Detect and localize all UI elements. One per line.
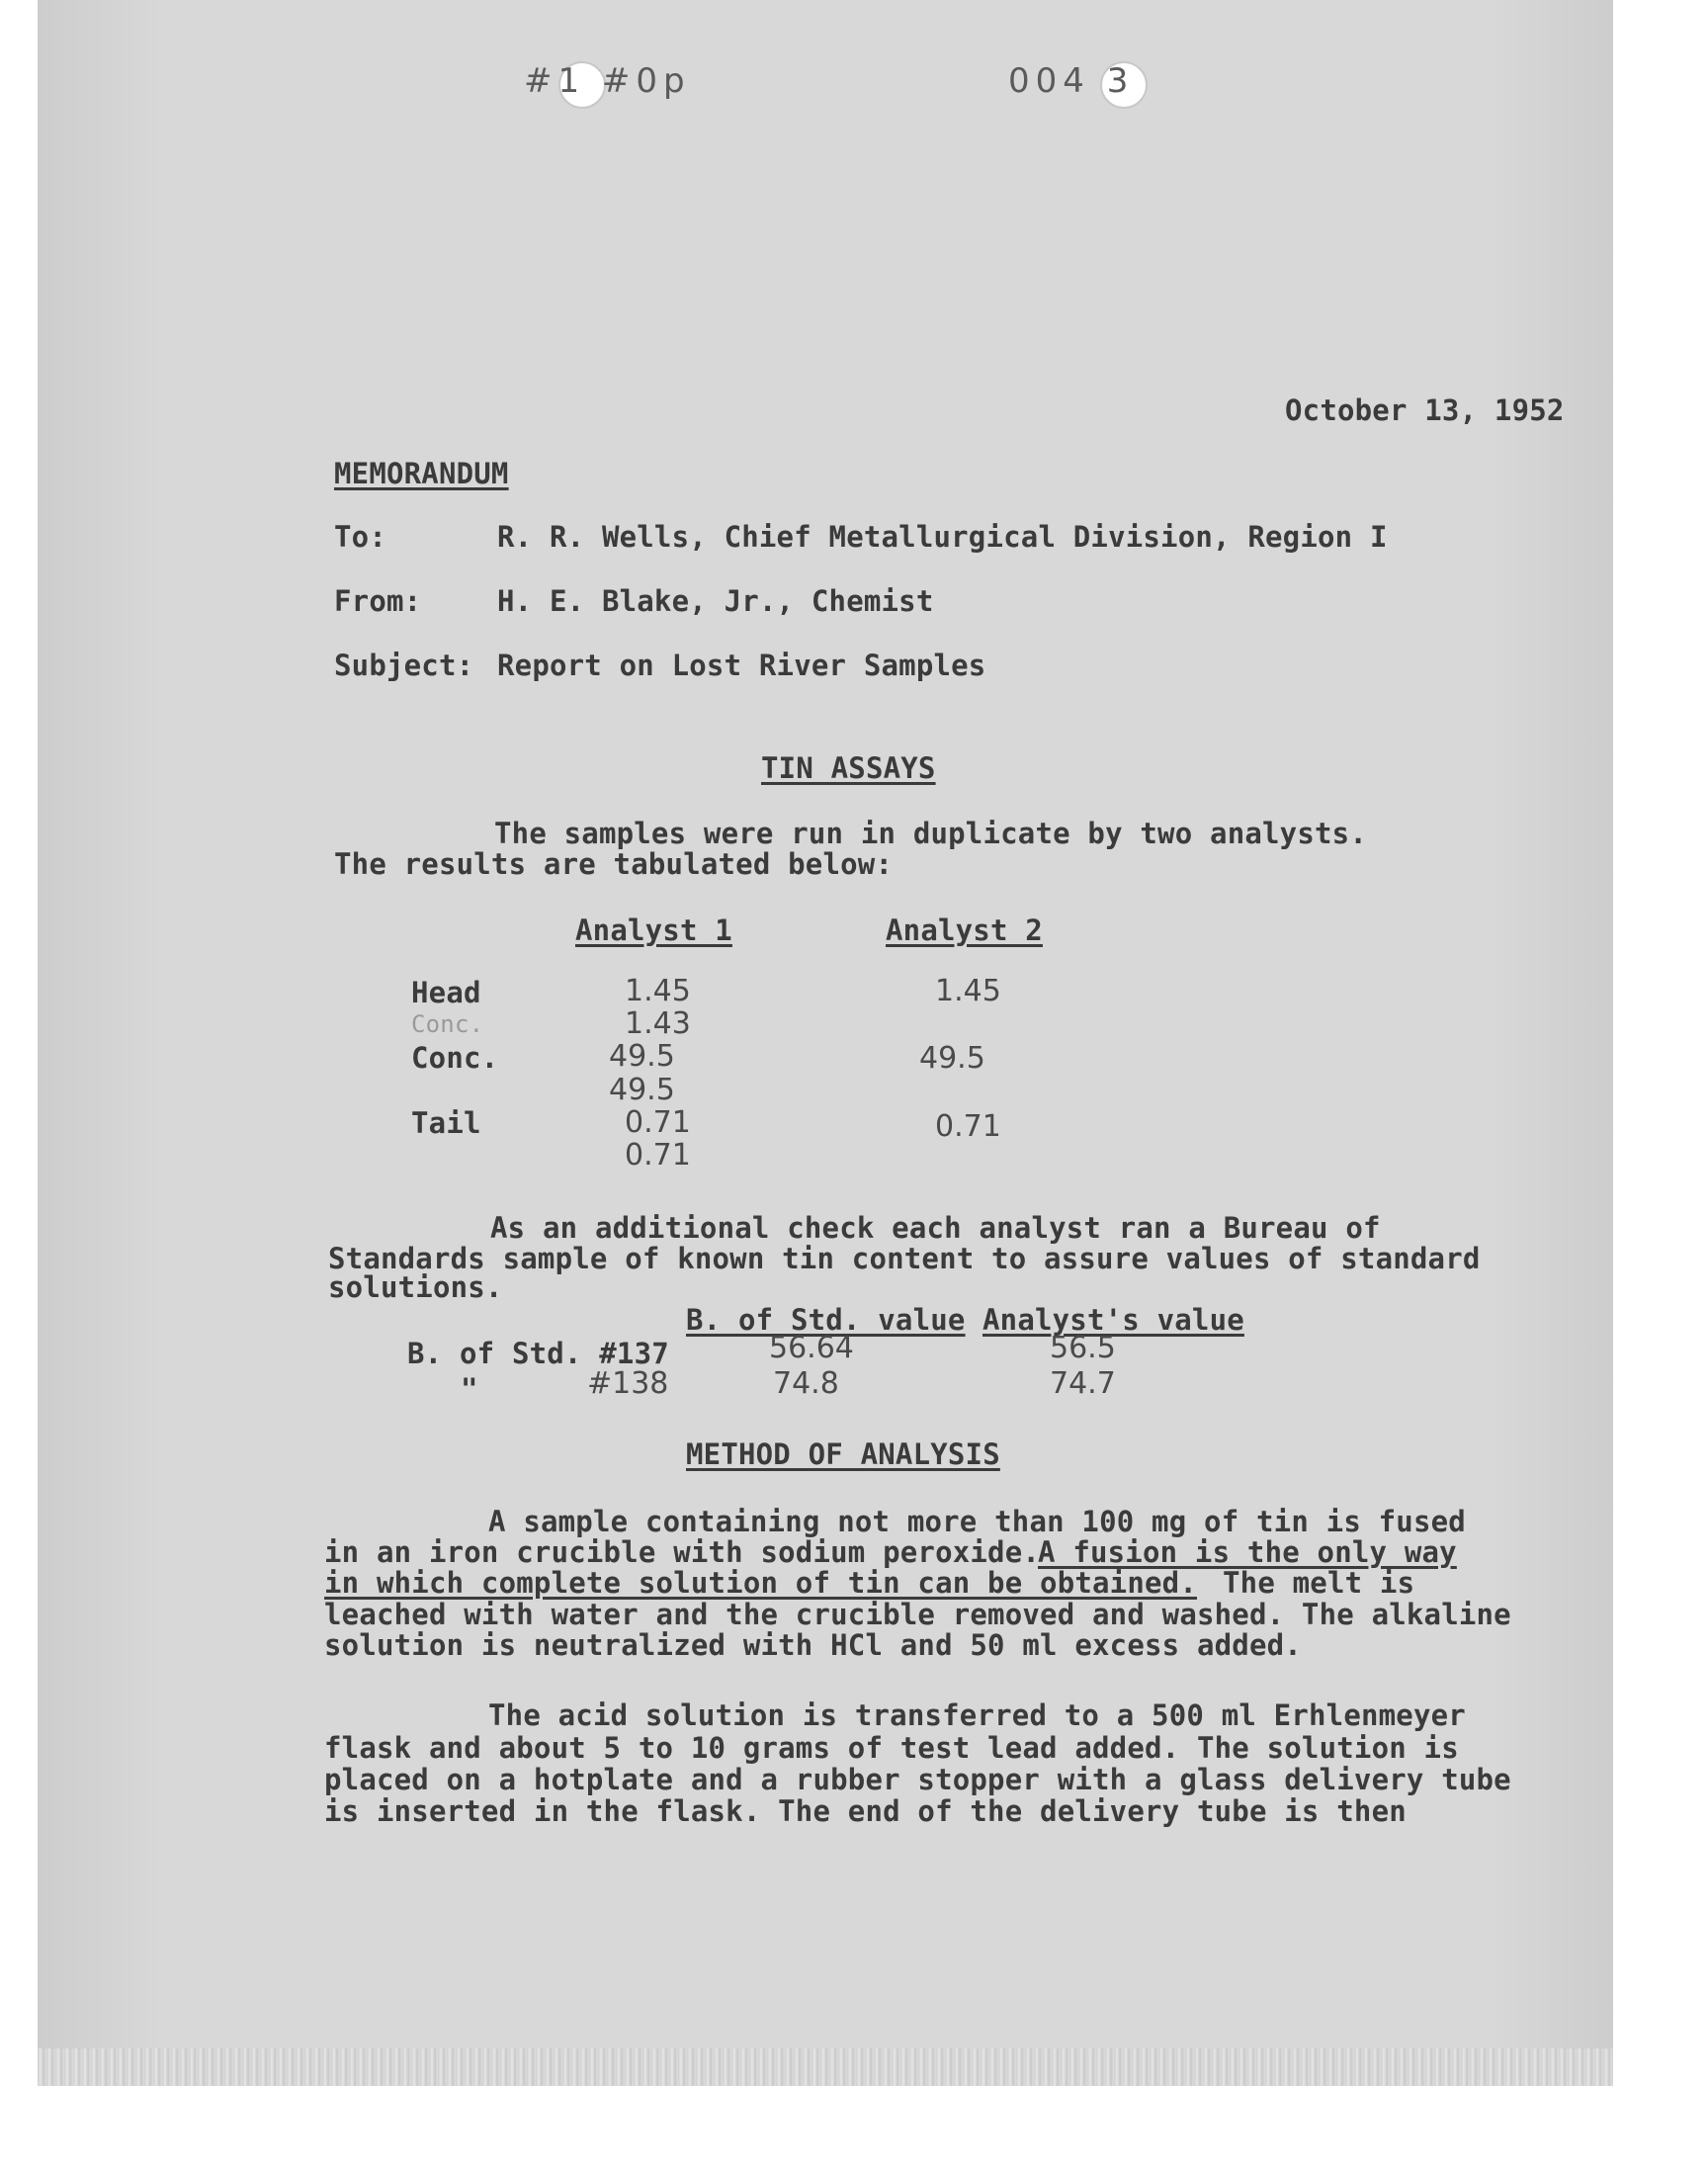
row-label-head: Head bbox=[411, 976, 481, 1009]
to-value: R. R. Wells, Chief Metallurgical Division, Region I bbox=[497, 520, 1388, 554]
head-analyst1-value-1: 1.45 bbox=[625, 974, 691, 1008]
std-138-analyst-value: 74.7 bbox=[1050, 1366, 1116, 1401]
head-analyst1-value-2: 1.43 bbox=[625, 1006, 691, 1041]
row-label-tail: Tail bbox=[411, 1106, 481, 1140]
method-p2-line-2: flask and about 5 to 10 grams of test lead added. The solution is bbox=[324, 1731, 1459, 1765]
check-line-2: Standards sample of known tin content to assure values of standard bbox=[328, 1242, 1481, 1275]
method-p1-line-4: leached with water and the crucible removed and washed. The alkaline bbox=[324, 1598, 1511, 1631]
conc-analyst1-value-1: 49.5 bbox=[609, 1039, 675, 1074]
memo-title: MEMORANDUM bbox=[334, 457, 509, 490]
method-p1-line-2b: A fusion is the only way bbox=[1038, 1535, 1457, 1569]
method-p1-line-3b: The melt is bbox=[1223, 1566, 1415, 1600]
head-analyst2-value: 1.45 bbox=[935, 974, 1001, 1008]
std-138-ditto: " bbox=[461, 1372, 478, 1406]
std-137-label: B. of Std. #137 bbox=[407, 1337, 669, 1370]
method-p1-line-1: A sample containing not more than 100 mg of tin is fused bbox=[488, 1505, 1466, 1538]
check-line-1: As an additional check each analyst ran a Bureau of bbox=[490, 1211, 1381, 1245]
stamp-right: 004 3 bbox=[1008, 61, 1135, 101]
subject-value: Report on Lost River Samples bbox=[497, 649, 986, 682]
method-p1-line-3a: in which complete solution of tin can be obtained. bbox=[324, 1566, 1197, 1600]
method-p1-line-2a: in an iron crucible with sodium peroxide. bbox=[324, 1535, 1041, 1569]
analyst-2-header: Analyst 2 bbox=[886, 914, 1043, 947]
tin-assays-intro-1: The samples were run in duplicate by two analysts. bbox=[494, 817, 1367, 850]
method-p1-line-5: solution is neutralized with HCl and 50 ml excess added. bbox=[324, 1628, 1302, 1662]
std-137-analyst-value: 56.5 bbox=[1050, 1331, 1116, 1365]
method-p2-line-4: is inserted in the flask. The end of the delivery tube is then bbox=[324, 1794, 1407, 1828]
subject-label: Subject: bbox=[334, 649, 474, 682]
analyst-1-header: Analyst 1 bbox=[575, 914, 732, 947]
from-label: From: bbox=[334, 584, 422, 618]
tin-assays-heading: TIN ASSAYS bbox=[761, 751, 936, 785]
tail-analyst1-value-1: 0.71 bbox=[625, 1105, 691, 1140]
row-label-conc-crossed: Conc. bbox=[411, 1010, 484, 1038]
std-value-header: B. of Std. value bbox=[686, 1303, 966, 1337]
stamp-left: #1 #0p bbox=[524, 61, 691, 101]
row-label-conc: Conc. bbox=[411, 1041, 499, 1075]
method-p2-line-1: The acid solution is transferred to a 500 ml Erhlenmeyer bbox=[488, 1698, 1466, 1732]
memo-date: October 13, 1952 bbox=[1285, 393, 1565, 427]
std-138-std-value: 74.8 bbox=[773, 1366, 839, 1401]
from-value: H. E. Blake, Jr., Chemist bbox=[497, 584, 934, 618]
scan-edge bbox=[38, 2048, 1613, 2086]
method-p2-line-3: placed on a hotplate and a rubber stopper with a glass delivery tube bbox=[324, 1763, 1511, 1796]
conc-analyst1-value-2: 49.5 bbox=[609, 1073, 675, 1107]
tail-analyst2-value: 0.71 bbox=[935, 1109, 1001, 1144]
tin-assays-intro-2: The results are tabulated below: bbox=[334, 847, 894, 881]
tail-analyst1-value-2: 0.71 bbox=[625, 1138, 691, 1173]
std-138-number: #138 bbox=[587, 1366, 669, 1401]
std-137-std-value: 56.64 bbox=[769, 1331, 854, 1365]
to-label: To: bbox=[334, 520, 386, 554]
analyst-value-header: Analyst's value bbox=[982, 1303, 1244, 1337]
method-heading: METHOD OF ANALYSIS bbox=[686, 1437, 1000, 1471]
conc-analyst2-value: 49.5 bbox=[919, 1041, 985, 1076]
check-line-3: solutions. bbox=[328, 1270, 503, 1304]
